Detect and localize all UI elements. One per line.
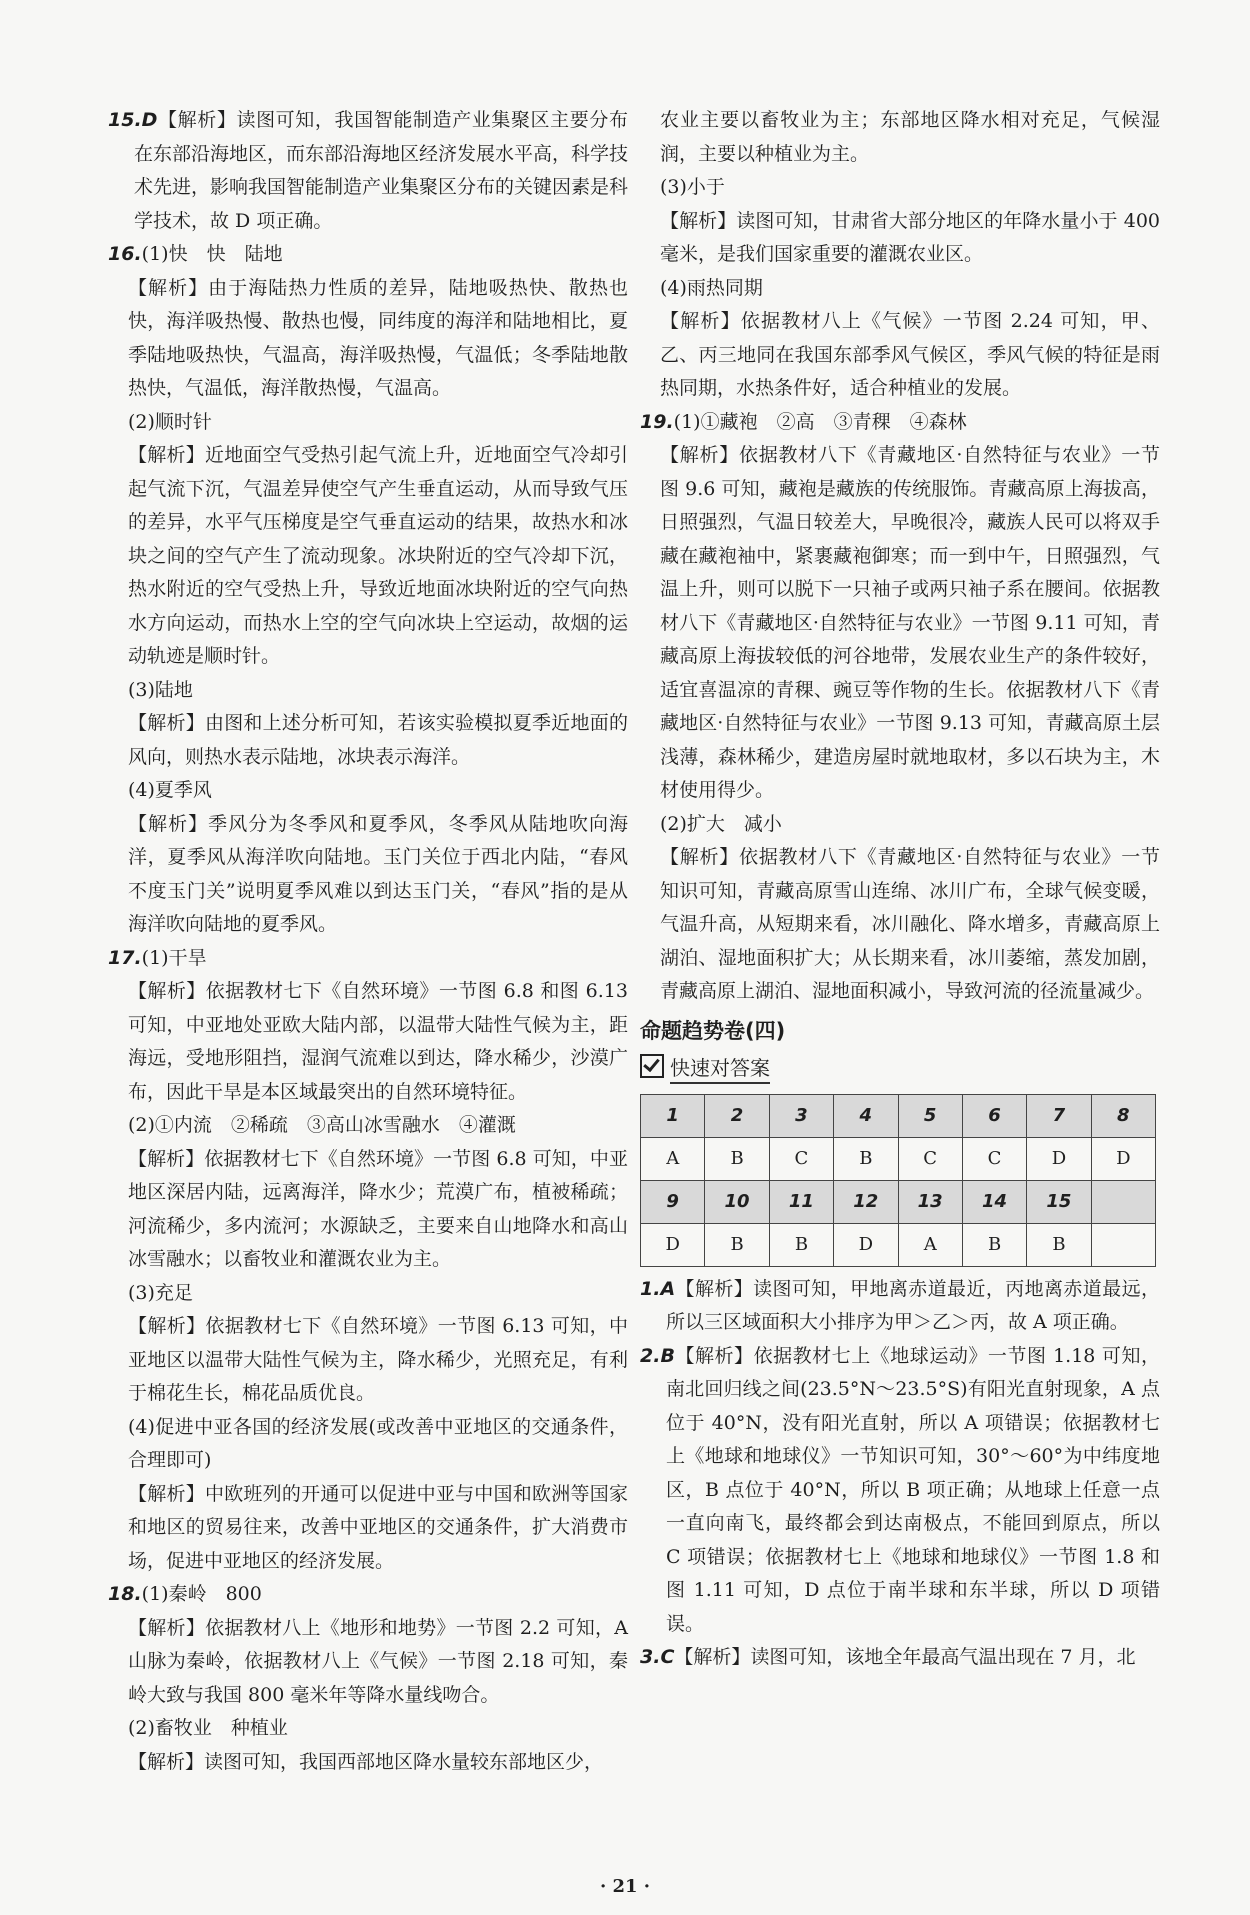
answer-line: (3)充足: [128, 1281, 193, 1304]
question-answer: [640, 1641, 1160, 1675]
answer-cell: 6: [962, 1094, 1026, 1137]
answer-line: 【解析】季风分为冬季风和夏季风，冬季风从陆地吹向海洋，夏季风从海洋吹向陆地。玉门关位于西北内陆，“春风不度玉门关”说明夏季风难以到达玉门关，“春风”指的是从海洋吹向陆地的夏季风。: [128, 812, 628, 935]
answer-line: 【解析】依据教材七下《自然环境》一节图 6.13 可知，中亚地区以温带大陆性气候为主，降水稀少，光照充足，有利于棉花生长，棉花品质优良。: [128, 1315, 628, 1404]
answer-table-row: [641, 1180, 1156, 1223]
answer-table-row: [641, 1094, 1156, 1137]
answer-text: (1)干旱: [141, 946, 207, 969]
question-answer: [108, 942, 628, 976]
question-number: 1.A: [640, 1277, 676, 1300]
answer-cell: D: [1027, 1137, 1091, 1180]
answer-line: 【解析】依据教材八上《气候》一节图 2.24 可知，甲、乙、丙三地同在我国东部季风气候区，季风气候的特征是雨热同期，水热条件好，适合种植业的发展。: [660, 310, 1160, 399]
answer-line: 【解析】由于海陆热力性质的差异，陆地吸热快、散热也快，海洋吸热慢、散热也慢，同纬度的海洋和陆地相比，夏季陆地吸热快，气温高，海洋吸热慢，气温低；冬季陆地散热快，气温低，海洋散热慢，气温高。: [128, 276, 628, 399]
answer-line: 【解析】由图和上述分析可知，若该实验模拟夏季近地面的风向，则热水表示陆地，冰块表示海洋。: [128, 712, 628, 768]
right-top-block: [640, 104, 1160, 1009]
answer-line: (3)陆地: [128, 678, 193, 701]
answer-line: 【解析】中欧班列的开通可以促进中亚与中国和欧洲等国家和地区的贸易往来，改善中亚地区的交通条件，扩大消费市场，促进中亚地区的经济发展。: [128, 1482, 628, 1572]
question-answer: [640, 1273, 1160, 1340]
question-answer: [640, 1340, 1160, 1642]
answer-cell: A: [641, 1137, 705, 1180]
answer-cell: D: [641, 1223, 705, 1266]
answer-text: (1)秦岭 800: [141, 1583, 262, 1605]
answer-text: 【解析】读图可知，甲地离赤道最近，丙地离赤道最远，所以三区域面积大小排序为甲＞乙＞丙，故 A 项正确。: [666, 1277, 1160, 1333]
answer-text: 【解析】依据教材七上《地球运动》一节图 1.18 可知，南北回归线之间(23.5°N～23.5°S)有阳光直射现象，A 点位于 40°N，没有阳光直射，所以 A 项错误；依据教材七上《地球和地球仪》一节知识可知，30°～60°为中纬度地区，B 点位于 40°N，所以 B 项正确；从地球上任意一点一直向南飞，最终都会到达南极点，不能回到原点，所以 C 项错误；依据教材七上《地球和地球仪》一节图 1.8 和图 1.11 可知，D 点位于南半球和东半球，所以 D 项错误。: [666, 1344, 1160, 1635]
answer-line: 【解析】读图可知，我国西部地区降水量较东部地区少，: [128, 1750, 604, 1773]
answer-cell: 8: [1091, 1094, 1155, 1137]
answer-line: (4)夏季风: [128, 779, 212, 801]
answer-line: (4)雨热同期: [660, 276, 763, 299]
answer-cell: B: [705, 1137, 769, 1180]
answer-line: (2)①内流 ②稀疏 ③高山冰雪融水 ④灌溉: [128, 1114, 516, 1136]
answer-cell: [1091, 1180, 1155, 1223]
answer-cell: C: [898, 1137, 962, 1180]
right-bottom-block: [640, 1273, 1160, 1675]
answer-line: 农业主要以畜牧业为主；东部地区降水相对充足，气候湿润，主要以种植业为主。: [660, 109, 1160, 165]
answer-line: (2)扩大 减小: [660, 812, 782, 835]
answer-line: (2)顺时针: [128, 410, 212, 433]
answer-cell: 2: [705, 1094, 769, 1137]
answer-cell: D: [834, 1223, 898, 1266]
answer-cell: B: [769, 1223, 833, 1266]
answer-cell: 5: [898, 1094, 962, 1137]
answer-line: 【解析】近地面空气受热引起气流上升，近地面空气冷却引起气流下沉，气温差异使空气产生垂直运动，从而导致气压的差异，水平气压梯度是空气垂直运动的结果，故热水和冰块之间的空气产生了流动现象。冰块附近的空气冷却下沉，热水附近的空气受热上升，导致近地面冰块附近的空气向热水方向运动，而热水上空的空气向冰块上空运动，故烟的运动轨迹是顺时针。: [128, 444, 628, 667]
question-number: 17.: [108, 946, 142, 969]
question-number: 16.: [108, 243, 142, 265]
question-answer: [108, 238, 628, 272]
answer-cell: 15: [1027, 1180, 1091, 1223]
checkbox-icon: [640, 1054, 664, 1078]
section-title: 命题趋势卷(四): [640, 1018, 786, 1043]
question-number: 18.: [108, 1583, 142, 1605]
answer-line: 【解析】依据教材七下《自然环境》一节图 6.8 和图 6.13 可知，中亚地处亚欧大陆内部，以温带大陆性气候为主，距海远，受地形阻挡，湿润气流难以到达，降水稀少，沙漠广布，因此干旱是本区域最突出的自然环境特征。: [128, 980, 628, 1103]
answer-text: (1)快 快 陆地: [141, 243, 283, 265]
answer-cell: 1: [641, 1094, 705, 1137]
answer-cell: B: [1027, 1223, 1091, 1266]
answer-cell: C: [962, 1137, 1026, 1180]
question-number: 19.: [640, 410, 674, 433]
question-answer: [640, 406, 1160, 440]
answer-cell: 7: [1027, 1094, 1091, 1137]
answer-line: (4)促进中亚各国的经济发展(或改善中亚地区的交通条件，合理即可): [128, 1415, 628, 1471]
answer-line: (3)小于: [660, 176, 725, 198]
question-number: 15.D: [108, 109, 158, 131]
answer-cell: B: [834, 1137, 898, 1180]
page-number: · 21 ·: [599, 1876, 651, 1897]
answer-cell: 10: [705, 1180, 769, 1223]
answer-cell: 14: [962, 1180, 1026, 1223]
question-number: 2.B: [640, 1344, 675, 1367]
answer-line: 【解析】依据教材七下《自然环境》一节图 6.8 可知，中亚地区深居内陆，远离海洋，降水少；荒漠广布，植被稀疏；河流稀少，多内流河；水源缺乏，主要来自山地降水和高山冰雪融水；以畜牧业和灌溉农业为主。: [128, 1147, 628, 1270]
answer-line: 【解析】依据教材八下《青藏地区·自然特征与农业》一节图 9.6 可知，藏袍是藏族的传统服饰。青藏高原上海拔高，日照强烈，气温日较差大，早晚很冷，藏族人民可以将双手藏在藏袍袖中，紧裹藏袍御寒；而一到中午，日照强烈，气温上升，则可以脱下一只袖子或两只袖子系在腰间。依据教材八下《青藏地区·自然特征与农业》一节图 9.11 可知，青藏高原上海拔较低的河谷地带，发展农业生产的条件较好，适宜喜温凉的青稞、豌豆等作物的生长。依据教材八下《青藏地区·自然特征与农业》一节图 9.13 可知，青藏高原土层浅薄，森林稀少，建造房屋时就地取材，多以石块为主，木材使用得少。: [660, 444, 1160, 801]
answer-table-row: [641, 1137, 1156, 1180]
answer-line: (2)畜牧业 种植业: [128, 1717, 288, 1739]
question-answer: [108, 1578, 628, 1612]
answer-cell: 3: [769, 1094, 833, 1137]
answer-text: (1)①藏袍 ②高 ③青稞 ④森林: [673, 410, 967, 433]
answer-cell: B: [705, 1223, 769, 1266]
answer-cell: 12: [834, 1180, 898, 1223]
answer-cell: 11: [769, 1180, 833, 1223]
question-number: 3.C: [640, 1646, 675, 1668]
quick-answer-title: 快速对答案: [640, 1052, 1160, 1086]
answer-cell: [1091, 1223, 1155, 1266]
answer-cell: A: [898, 1223, 962, 1266]
answer-table: [640, 1094, 1156, 1267]
answer-line: 【解析】依据教材八下《青藏地区·自然特征与农业》一节知识可知，青藏高原雪山连绵、冰川广布，全球气候变暖，气温升高，从短期来看，冰川融化、降水增多，青藏高原上湖泊、湿地面积扩大；从长期来看，冰川萎缩，蒸发加剧，青藏高原上湖泊、湿地面积减小，导致河流的径流量减少。: [660, 846, 1160, 1002]
right-column: [640, 104, 1160, 1675]
answer-cell: C: [769, 1137, 833, 1180]
answer-table-row: [641, 1223, 1156, 1266]
left-column: [108, 104, 628, 1779]
answer-line: 【解析】依据教材八上《地形和地势》一节图 2.2 可知，A 山脉为秦岭，依据教材八上《气候》一节图 2.18 可知，秦岭大致与我国 800 毫米年等降水量线吻合。: [128, 1616, 628, 1706]
answer-cell: D: [1091, 1137, 1155, 1180]
answer-cell: 9: [641, 1180, 705, 1223]
question-answer: [108, 104, 628, 238]
answer-line: 【解析】读图可知，甘肃省大部分地区的年降水量小于 400 毫米，是我们国家重要的灌溉农业区。: [660, 209, 1160, 265]
answer-cell: 13: [898, 1180, 962, 1223]
answer-text: 【解析】读图可知，我国智能制造产业集聚区主要分布在东部沿海地区，而东部沿海地区经济发展水平高，科学技术先进，影响我国智能制造产业集聚区分布的关键因素是科学技术，故 D 项正确。: [134, 109, 629, 232]
answer-text: 【解析】读图可知，该地全年最高气温出现在 7 月，北: [674, 1646, 1136, 1668]
answer-cell: B: [962, 1223, 1026, 1266]
answer-cell: 4: [834, 1094, 898, 1137]
